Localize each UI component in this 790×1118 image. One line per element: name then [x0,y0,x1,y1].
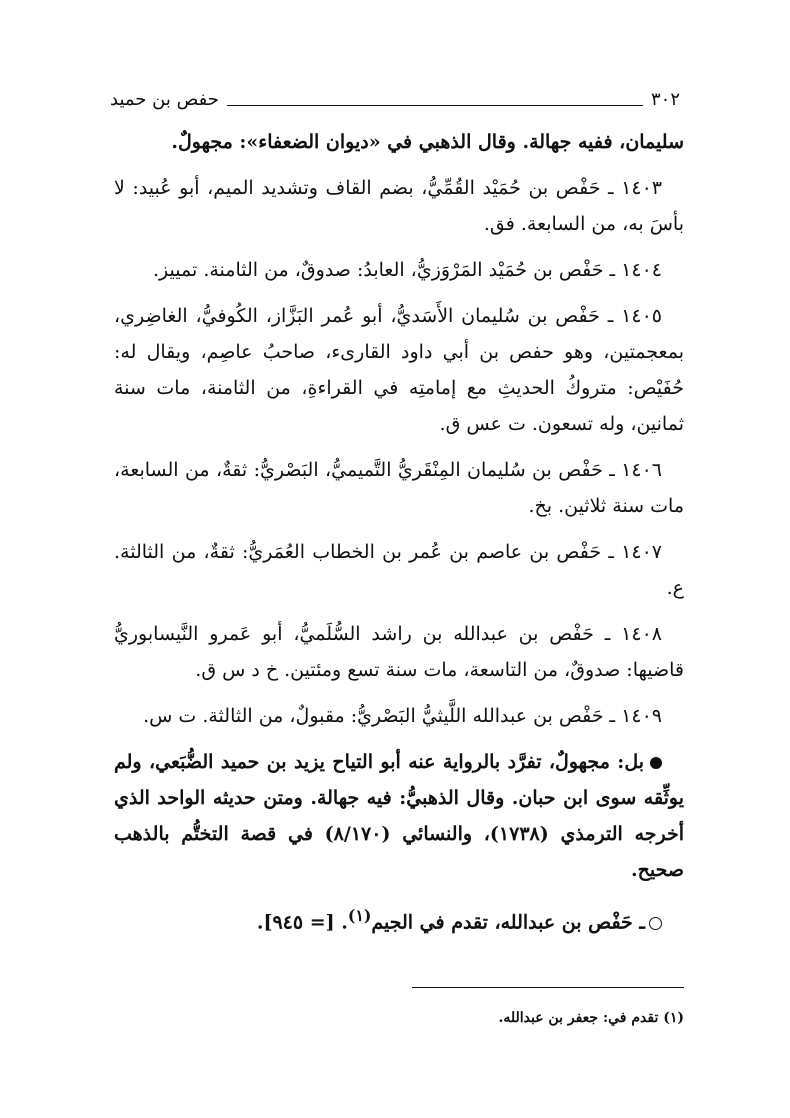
filled-bullet-icon [650,757,662,769]
hollow-circle-icon [649,917,662,930]
cross-reference-paragraph [114,898,684,940]
running-title: حفص بن حميد [110,89,219,110]
header-rule [227,105,643,106]
cross-reference-ref: . [= ٩٤٥]. [256,911,348,934]
entry-1407: ١٤٠٧ ـ حَفْص بن عاصم بن عُمر بن الخطاب العُمَريُّ: ثقةٌ، من الثالثة. ع. [114,541,684,599]
cross-reference-text: ـ حَفْص بن عبدالله، تقدم في الجيم [371,911,645,934]
entry-1406: ١٤٠٦ ـ حَفْص بن سُليمان المِنْقَريُّ التَّميميُّ، البَصْريُّ: ثقةٌ، من السابعة، مات سنة ثلاثين. بخ. [114,459,684,517]
commentary-paragraph [114,744,684,888]
entry-1404: ١٤٠٤ ـ حَفْص بن حُمَيْد المَرْوَزيُّ، العابدُ: صدوقٌ، من الثامنة. تمييز. [153,259,662,281]
footnote-rule [412,987,684,988]
page-number: ٣٠٢ [650,89,680,110]
footnote: (١) تقدم في: جعفر بن عبدالله. [498,1010,684,1026]
entry-1408: ١٤٠٨ ـ حَفْص بن عبدالله بن راشد السُّلَميُّ، أبو عَمرو النَّيسابوريُّ قاضيها: صدوقٌ، من التاسعة، مات سنة تسع ومئتين. خ د س ق. [114,623,684,681]
body-text [114,124,684,950]
entry-1403: ١٤٠٣ ـ حَفْص بن حُمَيْد القُمِّيُّ، بضم القاف وتشديد الميم، أبو عُبيد: لا بأسَ به، من السابعة. فق. [114,177,684,235]
footnote-marker: (١) [347,906,372,925]
paragraph-continuation: سليمان، ففيه جهالة. وقال الذهبي في «ديوان الضعفاء»: مجهولٌ. [171,131,684,153]
entry-1405: ١٤٠٥ ـ حَفْص بن سُليمان الأَسَديُّ، أبو عُمر البَزَّاز، الكُوفيُّ، الغاضِري، بمعجمتين، وهو حفص بن أبي داود القارىء، صاحبُ عاصِم، ويقال له: حُفَيْص: متروكُ الحديثِ مع إمامتِه في القراءةِ، من الثامنة، مات سنة ثمانين، وله تسعون. ت عس ق. [114,305,684,435]
entry-1409: ١٤٠٩ ـ حَفْص بن عبدالله اللَّيثيُّ البَصْريُّ: مقبولٌ، من الثالثة. ت س. [143,705,662,727]
running-head [110,86,680,110]
commentary-text: بل: مجهولٌ، تفرَّد بالرواية عنه أبو التياح يزيد بن حميد الضُّبَعي، ولم يوثِّقه سوى ابن حبان. وقال الذهبيُّ: فيه جهالة. ومتن حديثه الواحد الذي أخرجه الترمذي (١٧٣٨)، والنسائي (٨/١٧٠) في قصة التختُّم بالذهب صحيح. [114,751,685,881]
